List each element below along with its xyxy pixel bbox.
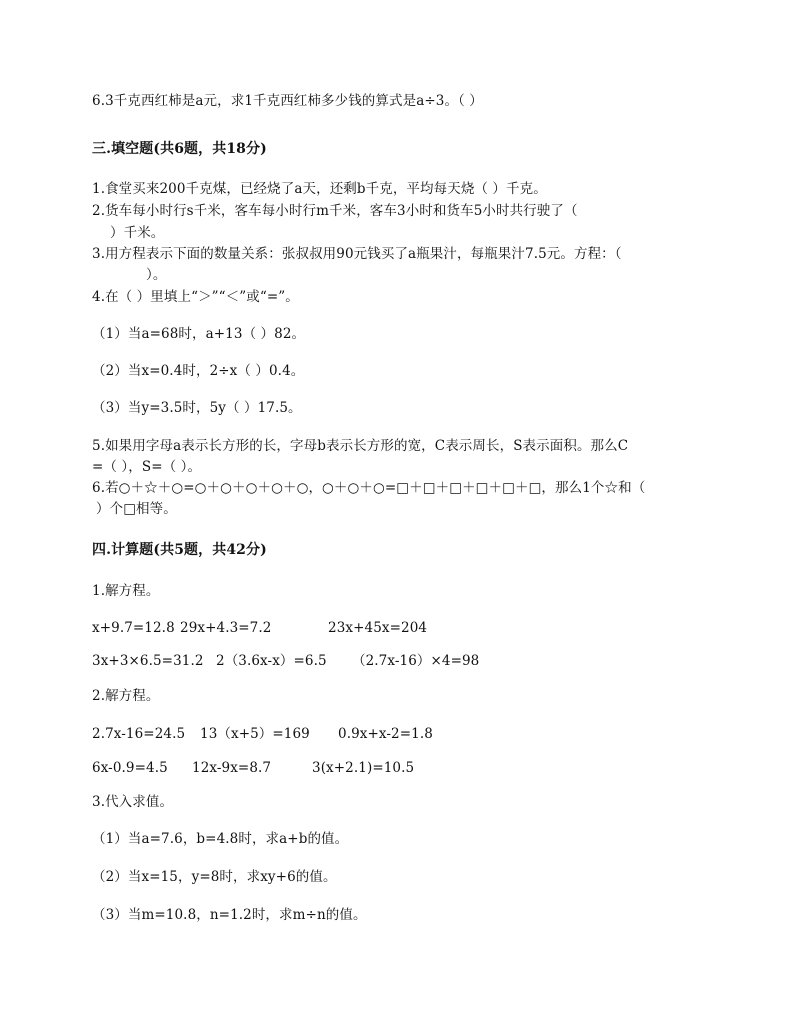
fill-question-3-cont: ）。	[146, 267, 167, 283]
equation: 2.7x-16=24.5	[92, 726, 186, 742]
fill-question-4: 4.在（ ）里填上“＞”“＜”或“=”。	[92, 289, 299, 305]
equation: 29x+4.3=7.2	[180, 620, 272, 636]
substitute-part-3: （3）当m=10.8，n=1.2时，求m÷n的值。	[92, 907, 367, 923]
fill-question-4-part-2: （2）当x=0.4时，2÷x（ ）0.4。	[92, 363, 305, 379]
equation: 3(x+2.1)=10.5	[312, 760, 415, 776]
equation: 2（3.6x-x）=6.5	[216, 653, 327, 669]
question-6-3-tomato: 6.3千克西红柿是a元，求1千克西红柿多少钱的算式是a÷3。（ ）	[92, 93, 483, 109]
fill-question-5-cont: =（ ），S=（ ）。	[92, 459, 202, 475]
substitute-part-1: （1）当a=7.6，b=4.8时，求a+b的值。	[92, 831, 349, 847]
fill-question-2-cont: ）千米。	[110, 225, 165, 241]
fill-question-5: 5.如果用字母a表示长方形的长，字母b表示长方形的宽，C表示周长，S表示面积。那么C	[92, 438, 629, 454]
substitute-part-2: （2）当x=15，y=8时，求xy+6的值。	[92, 869, 337, 885]
fill-question-2: 2.货车每小时行s千米，客车每小时行m千米，客车3小时和货车5小时共行驶了（	[92, 203, 578, 219]
equation: 13（x+5）=169	[200, 726, 310, 742]
section-3-heading: 三.填空题(共6题，共18分)	[92, 141, 267, 157]
equation: （2.7x-16）×4=98	[352, 653, 480, 669]
fill-question-3: 3.用方程表示下面的数量关系：张叔叔用90元钱买了a瓶果汁，每瓶果汁7.5元。方程：（	[92, 246, 622, 262]
equation: 23x+45x=204	[328, 620, 428, 636]
equation: 0.9x+x-2=1.8	[338, 726, 433, 742]
calc-question-2: 2.解方程。	[92, 688, 160, 704]
fill-question-1: 1.食堂买来200千克煤，已经烧了a天，还剩b千克，平均每天烧（ ）千克。	[92, 181, 547, 197]
equation: 3x+3×6.5=31.2	[92, 653, 204, 669]
section-4-heading: 四.计算题(共5题，共42分)	[92, 542, 267, 558]
calc-question-1: 1.解方程。	[92, 583, 160, 599]
calc-question-3: 3.代入求值。	[92, 794, 174, 810]
fill-question-4-part-1: （1）当a=68时，a+13（ ）82。	[92, 326, 306, 342]
equation: 12x-9x=8.7	[192, 760, 272, 776]
fill-question-6: 6.若○＋☆＋○=○＋○＋○＋○＋○，○＋○＋○=□＋□＋□＋□＋□＋□，那么1个☆和（	[92, 480, 646, 496]
fill-question-4-part-3: （3）当y=3.5时，5y（ ）17.5。	[92, 400, 302, 416]
fill-question-6-cont: ）个□相等。	[96, 501, 177, 517]
equation: 6x-0.9=4.5	[92, 760, 168, 776]
equation: x+9.7=12.8	[92, 620, 175, 636]
